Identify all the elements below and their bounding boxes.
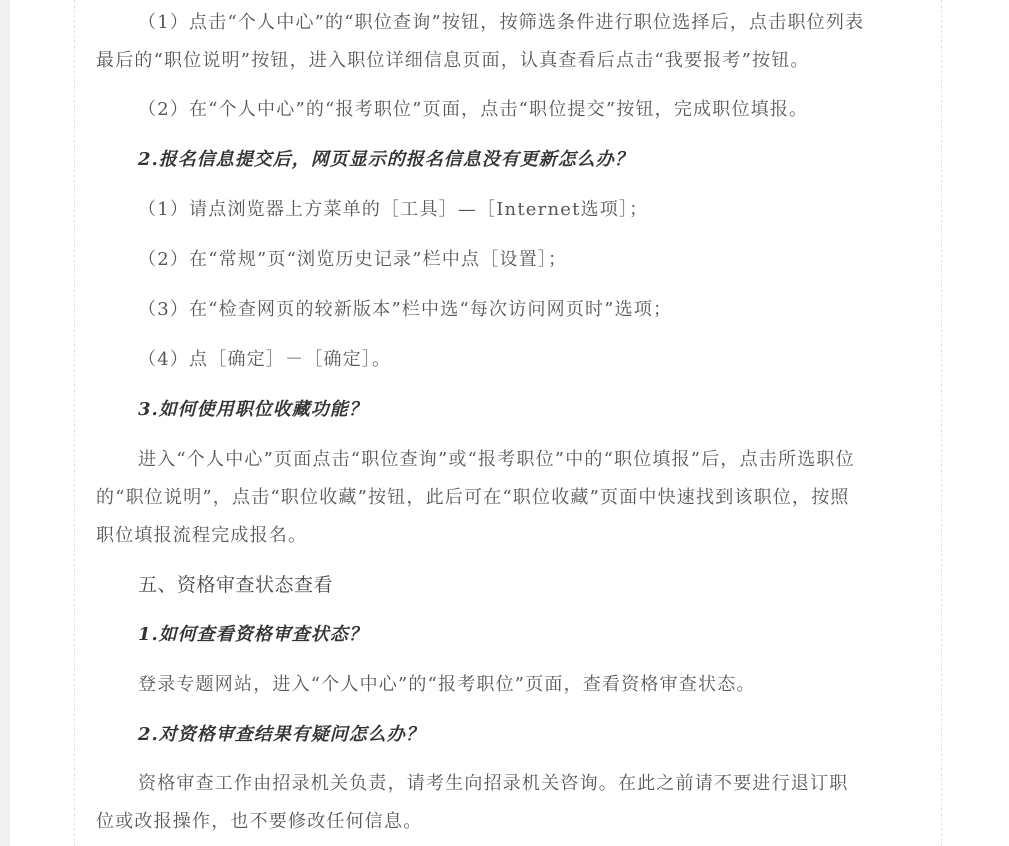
answer-paragraph — [96, 765, 922, 841]
section-heading: 五、资格审查状态查看 — [138, 574, 334, 596]
paragraph-line: （1）点击“个人中心”的“职位查询”按钮，按筛选条件进行职位选择后，点击职位列表 — [138, 12, 865, 33]
question-heading: 1.如何查看资格审查状态？ — [138, 624, 368, 645]
list-item: （2）在“常规”页“浏览历史记录”栏中点［设置］； — [138, 249, 568, 270]
paragraph-step-2: （2）在“个人中心”的“报考职位”页面，点击“职位提交”按钮，完成职位填报。 — [138, 99, 809, 120]
list-item: （4）点［确定］－［确定］。 — [138, 349, 392, 370]
list-item: （3）在“检查网页的较新版本”栏中选“每次访问网页时”选项； — [138, 299, 673, 320]
paragraph-line: 资格审查工作由招录机关负责，请考生向招录机关咨询。在此之前请不要进行退订职 — [138, 773, 849, 794]
paragraph-line: 的“职位说明”，点击“职位收藏”按钮，此后可在“职位收藏”页面中快速找到该职位，按照 — [96, 487, 850, 508]
paragraph-line: 最后的“职位说明”按钮，进入职位详细信息页面，认真查看后点击“我要报考”按钮。 — [96, 50, 810, 71]
question-heading: 2.对资格审查结果有疑问怎么办？ — [138, 724, 425, 745]
question-heading: 3.如何使用职位收藏功能？ — [138, 399, 368, 420]
left-margin-strip — [0, 0, 10, 846]
question-heading: 2.报名信息提交后，网页显示的报名信息没有更新怎么办？ — [138, 149, 634, 170]
list-item: （1）请点浏览器上方菜单的［工具］—［Internet选项］； — [138, 199, 649, 220]
paragraph-step-1 — [96, 4, 922, 80]
paragraph-line: 进入“个人中心”页面点击“职位查询”或“报考职位”中的“职位填报”后，点击所选职位 — [138, 449, 855, 470]
answer-paragraph: 登录专题网站，进入“个人中心”的“报考职位”页面，查看资格审查状态。 — [138, 674, 756, 695]
paragraph-line: 职位填报流程完成报名。 — [96, 525, 308, 546]
paragraph-favorites — [96, 441, 922, 555]
paragraph-line: 位或改报操作，也不要修改任何信息。 — [96, 811, 423, 832]
